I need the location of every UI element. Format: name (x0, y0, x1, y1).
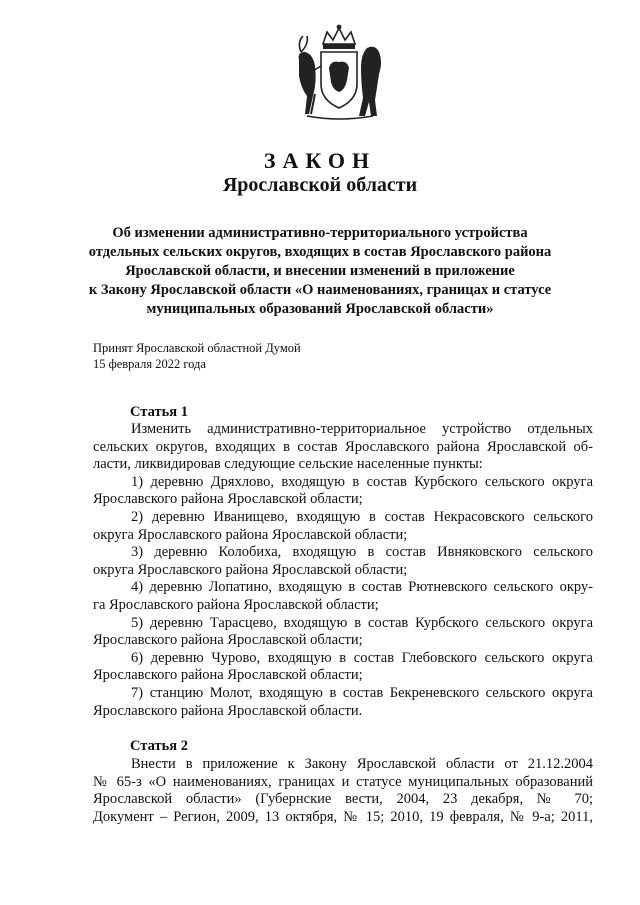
adoption-date: 15 февраля 2022 года (93, 357, 206, 371)
article-1-line: Изменить административно-территориальное устройство отдельных (131, 421, 593, 437)
article-1-line: 6) деревню Чурово, входящую в состав Глебовского сельского округа (131, 649, 593, 666)
article-1-line: 4) деревню Лопатино, входящую в состав Рютневского сельского окру- (131, 579, 593, 596)
article-1-line: 5) деревню Тарасцево, входящую в состав Курбского сельского округа (131, 614, 593, 631)
article-1-line: Ярославского района Ярославской области; (93, 667, 363, 684)
article-1-line: Ярославского района Ярославской области; (93, 491, 363, 508)
article-1-heading: Статья 1 (130, 404, 188, 420)
article-1-line: га Ярославского района Ярославской области; (93, 596, 379, 613)
law-title (60, 224, 580, 319)
article-1-line: 7) станцию Молот, входящую в состав Бекреневского сельского округа (131, 684, 593, 701)
article-2-line: Документ – Регион, 2009, 13 октября, № 15; 2010, 19 февраля, № 9-а; 2011, (93, 808, 593, 825)
law-title-line: Об изменении административно-территориального устройства (112, 225, 528, 241)
article-1-line: Ярославского района Ярославской области. (93, 702, 363, 719)
article-1-line: Ярославского района Ярославской области; (93, 632, 363, 649)
adoption-note (93, 340, 301, 372)
article-2-line: Внести в приложение к Закону Ярославской области от 21.12.2004 (131, 756, 593, 772)
region-name: Ярославской области (222, 174, 418, 196)
article-1-line: ласти, ликвидировав следующие сельские населенные пункты: (93, 456, 483, 473)
article-2-line: Ярославской области» (Губернские вести, 2004, 23 декабря, № 70; (93, 791, 593, 808)
law-title-line: муниципальных образований Ярославской области» (146, 301, 494, 317)
law-title-line: к Закону Ярославской области «О наименованиях, границах и статусе (88, 282, 552, 298)
article-1-line: 2) деревню Иванищево, входящую в состав Некрасовского сельского (131, 508, 593, 525)
article-1-line: округа Ярославского района Ярославской области; (93, 526, 408, 543)
article-2-heading: Статья 2 (130, 738, 188, 754)
law-title-line: Ярославской области, и внесении изменений в приложение (125, 263, 515, 279)
article-1-line: 3) деревню Колобиха, входящую в состав Ивняковского сельского (131, 544, 593, 561)
adoption-body: Принят Ярославской областной Думой (93, 341, 301, 355)
article-2-line: № 65-з «О наименованиях, границах и статусе муниципальных образований (93, 773, 593, 790)
article-1-line: сельских округов, входящих в состав Ярославского района Ярославской об- (93, 438, 593, 455)
article-1-line: 1) деревню Дряхлово, входящую в состав Курбского сельского округа (131, 473, 593, 490)
article-1-line: округа Ярославского района Ярославской области; (93, 561, 408, 578)
article-1-body (93, 421, 593, 720)
law-title-line: отдельных сельских округов, входящих в состав Ярославского района (88, 244, 552, 260)
document-type: ЗАКОН (263, 148, 377, 173)
yaroslavl-coat-of-arms-icon (287, 22, 391, 122)
article-2-body (93, 756, 593, 826)
